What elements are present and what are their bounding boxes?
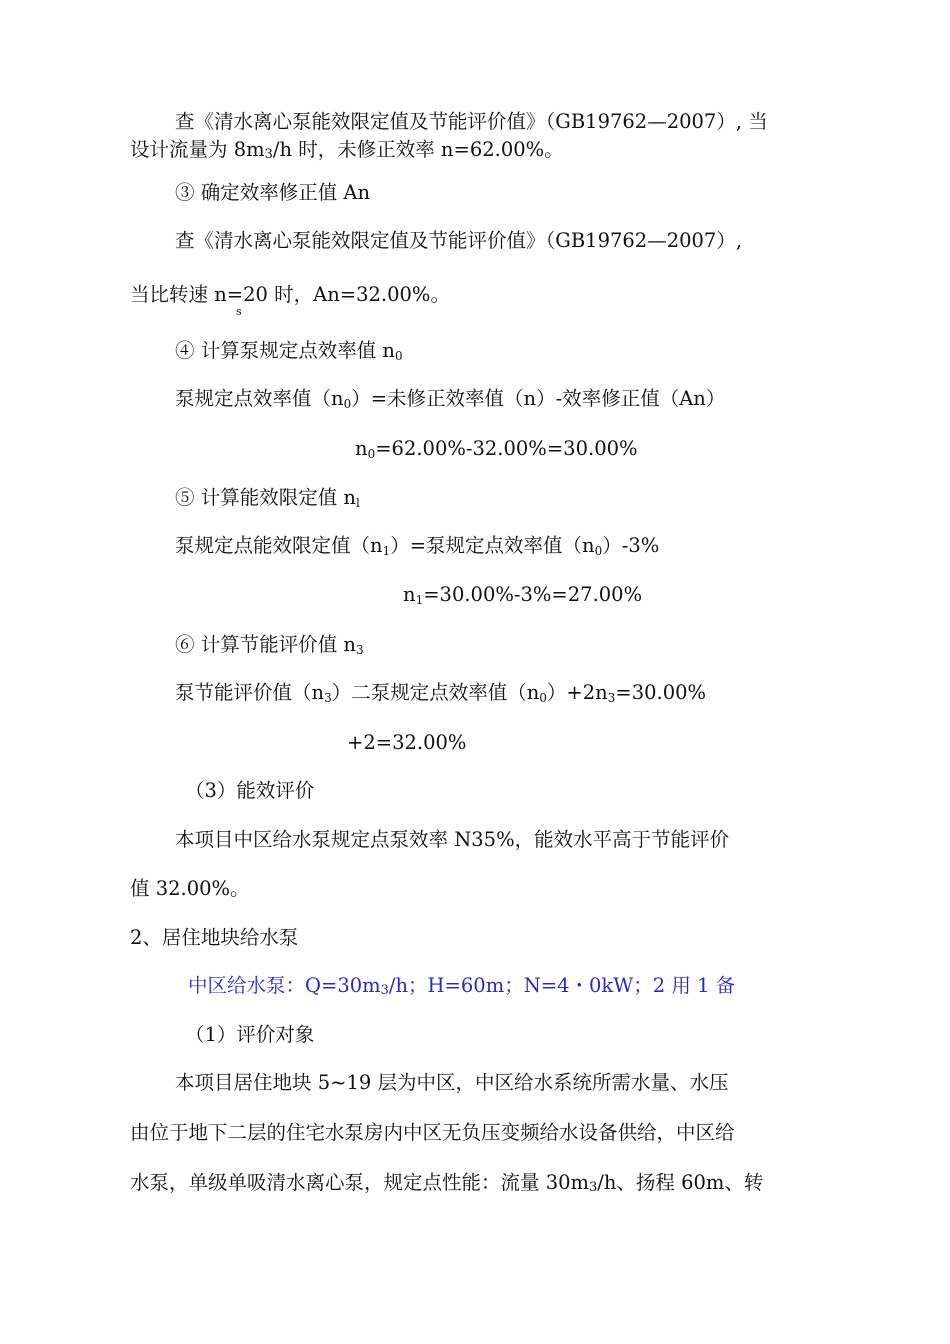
- text: ）=泵规定点效率值（n: [390, 534, 595, 557]
- subscript: 0: [594, 544, 603, 558]
- step-heading: [175, 180, 370, 206]
- paragraph-line: [175, 109, 768, 135]
- subscript: 0: [343, 397, 352, 411]
- paragraph-line: [130, 876, 250, 902]
- text: +2=32.00%: [347, 731, 467, 754]
- section-heading: [130, 925, 298, 951]
- text: （3）能效评价: [185, 779, 315, 802]
- text: 中区给水泵：Q=30m: [188, 974, 381, 997]
- step-heading: [175, 338, 403, 369]
- paragraph-line: [130, 1120, 735, 1146]
- paragraph-line: [175, 1070, 728, 1096]
- text: 2、居住地块给水泵: [130, 926, 299, 949]
- text: 本项目中区给水泵规定点泵效率 N35%，能效水平高于节能评价: [175, 828, 730, 851]
- text: =30.00%-3%=27.00%: [423, 583, 643, 606]
- text: 泵规定点能效限定值（n: [175, 534, 383, 557]
- equation: [347, 730, 466, 756]
- subscript: 3: [324, 691, 332, 705]
- text: =30.00%: [615, 681, 707, 704]
- pump-spec: [188, 973, 735, 1004]
- section-heading: [185, 778, 314, 804]
- unit-subscript: 3: [380, 983, 389, 998]
- subscript-s: s: [236, 305, 242, 318]
- subscript: 1: [382, 544, 391, 558]
- text: ）二泵规定点效率值（n: [331, 681, 540, 704]
- text: 泵节能评价值（n: [175, 681, 325, 704]
- subscript: 3: [607, 691, 616, 705]
- text: （1）评价对象: [185, 1023, 315, 1046]
- text: ）-3%: [602, 534, 660, 557]
- text: 查《清水离心泵能效限定值及节能评价值》（GB19762—2007）, 当: [175, 110, 768, 133]
- text: ）=未修正效率值（n）-效率修正值（An）: [351, 387, 726, 410]
- text: /h；H=60m；N=4・0kW；2 用 1 备: [388, 974, 736, 997]
- text: 设计流量为 8m: [130, 138, 265, 161]
- equation: [355, 436, 638, 467]
- formula-line: [175, 386, 725, 417]
- paragraph-line: [130, 282, 450, 308]
- text: ⑥ 计算节能评价值 n: [175, 633, 356, 656]
- text: 值 32.00%。: [130, 877, 250, 900]
- subscript: 0: [394, 349, 403, 363]
- text: =62.00%-32.00%=30.00%: [375, 437, 638, 460]
- paragraph-line: [175, 827, 729, 853]
- formula-line: [175, 680, 706, 711]
- formula-line: [175, 533, 659, 564]
- subscript: 1: [415, 593, 424, 607]
- text: 由位于地下二层的住宅水泵房内中区无负压变频给水设备供给，中区给: [130, 1121, 735, 1144]
- text: 当比转速 n=20 时，An=32.00%。: [130, 283, 450, 306]
- unit-subscript: 3: [589, 1180, 598, 1195]
- paragraph-line: [175, 228, 742, 254]
- text: ④ 计算泵规定点效率值 n: [175, 339, 395, 362]
- section-heading: [185, 1022, 314, 1048]
- text: n: [403, 583, 416, 606]
- text: ）+2n: [546, 681, 608, 704]
- text: /h 时，未修正效率 n=62.00%。: [272, 138, 564, 161]
- text: ③ 确定效率修正值 An: [175, 181, 371, 204]
- text: 泵规定点效率值（n: [175, 387, 344, 410]
- subscript: 3: [355, 643, 364, 657]
- text: n: [355, 437, 368, 460]
- equation: [403, 582, 642, 613]
- paragraph-line: [130, 137, 564, 168]
- unit-subscript: 3: [264, 147, 273, 162]
- text: 查《清水离心泵能效限定值及节能评价值》（GB19762—2007）,: [175, 229, 743, 252]
- subscript: 0: [539, 691, 547, 705]
- paragraph-line: [130, 1170, 763, 1201]
- text: 水泵，单级单吸清水离心泵，规定点性能：流量 30m: [130, 1171, 590, 1194]
- text: 本项目居住地块 5~19 层为中区，中区给水系统所需水量、水压: [175, 1071, 729, 1094]
- subscript: l: [355, 496, 360, 510]
- text: /h、扬程 60m、转: [597, 1171, 764, 1194]
- step-heading: [175, 632, 364, 663]
- subscript: 0: [367, 447, 376, 461]
- step-heading: [175, 485, 360, 516]
- text: ⑤ 计算能效限定值 n: [175, 486, 356, 509]
